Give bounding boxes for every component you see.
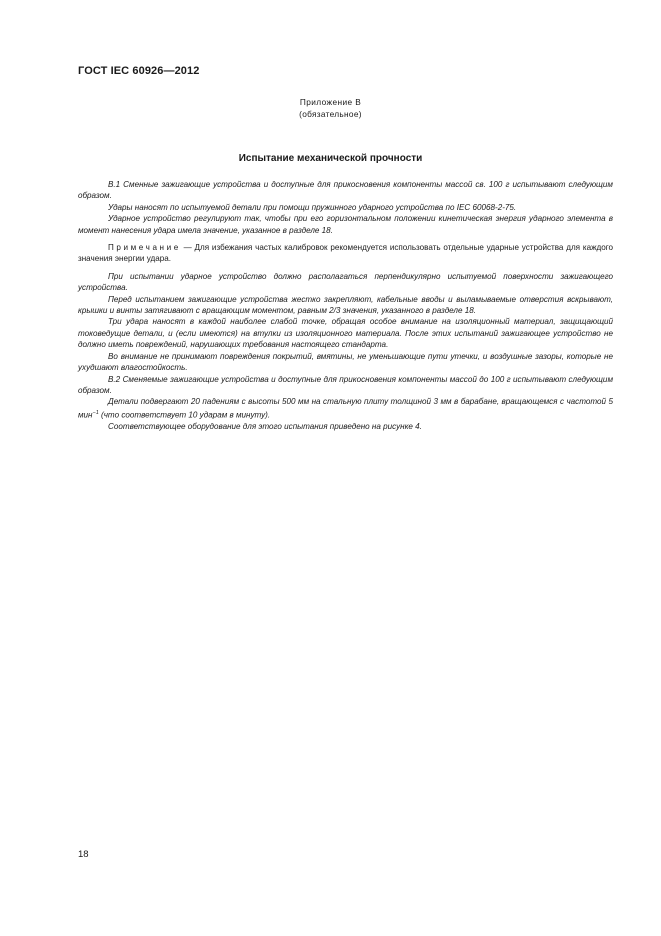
paragraph-perpendicular: При испытании ударное устройство должно располагаться перпендикулярно испытуемой поверхности зажигающего устройства. <box>78 271 613 293</box>
paragraph-mounting: Перед испытанием зажигающие устройства жестко закрепляют, кабельные вводы и выламываемые отверстия вскрывают, крышки и винты затягивают с вращающим моментом, равным 2/3 значения, указанного в разделе 18. <box>78 294 613 316</box>
paragraph-b1: В.1 Сменные зажигающие устройства и доступные для прикосновения компоненты массой св. 100 г испытывают следующим образом. <box>78 180 613 201</box>
rotation-unit-superscript: −1 <box>92 409 99 416</box>
body-text <box>78 179 613 432</box>
drop-test-tail: (что соответствует 10 ударам в минуту). <box>98 410 271 420</box>
paragraph-equipment: Соответствующее оборудование для этого испытания приведено на рисунке 4. <box>108 421 422 431</box>
paragraph-three-impacts: Три удара наносят в каждой наиболее слабой точке, обращая особое внимание на изоляционный материал, защищающий токоведущие детали, и (если имеются) на втулки из изоляционного материала. После этих испытаний зажигающее устройство не должно иметь повреждений, нарушающих требования настоящего стандарта. <box>78 317 613 350</box>
note-paragraph <box>78 242 613 265</box>
note-text: — Для избежания частых калибровок рекомендуется использовать отдельные ударные устройства для каждого значения энергии удара. <box>78 243 613 264</box>
annex-status: (обязательное) <box>299 109 362 119</box>
paragraph-impact-device: Удары наносят по испытуемой детали при помощи пружинного ударного устройства по IEC 60068-2-75. <box>108 202 517 212</box>
paragraph-device-adjustment: Ударное устройство регулируют так, чтобы при его горизонтальном положении кинетическая энергия ударного элемента в момент нанесения удара имела значение, указанное в разделе 18. <box>78 214 613 235</box>
page-number: 18 <box>78 849 89 860</box>
section-title: Испытание механической прочности <box>238 153 423 164</box>
document-code: ГОСТ IEC 60926—2012 <box>78 65 200 77</box>
paragraph-drop-test <box>78 396 613 421</box>
paragraph-damage-ignored: Во внимание не принимают повреждения покрытий, вмятины, не уменьшающие пути утечки, и воздушные зазоры, которые не ухудшают влагостойкость. <box>78 351 613 373</box>
note-label: Примечание <box>108 243 181 253</box>
paragraph-b2: В.2 Сменяемые зажигающие устройства и доступные для прикосновения компоненты массой до 100 г испытывают следующим образом. <box>78 374 613 395</box>
annex-title: Приложение В <box>299 97 362 107</box>
drop-test-text: Детали подвергают 20 падениям с высоты 500 мм на стальную плиту толщиной 3 мм в барабане, вращающемся с частотой 5 мин <box>78 397 613 420</box>
